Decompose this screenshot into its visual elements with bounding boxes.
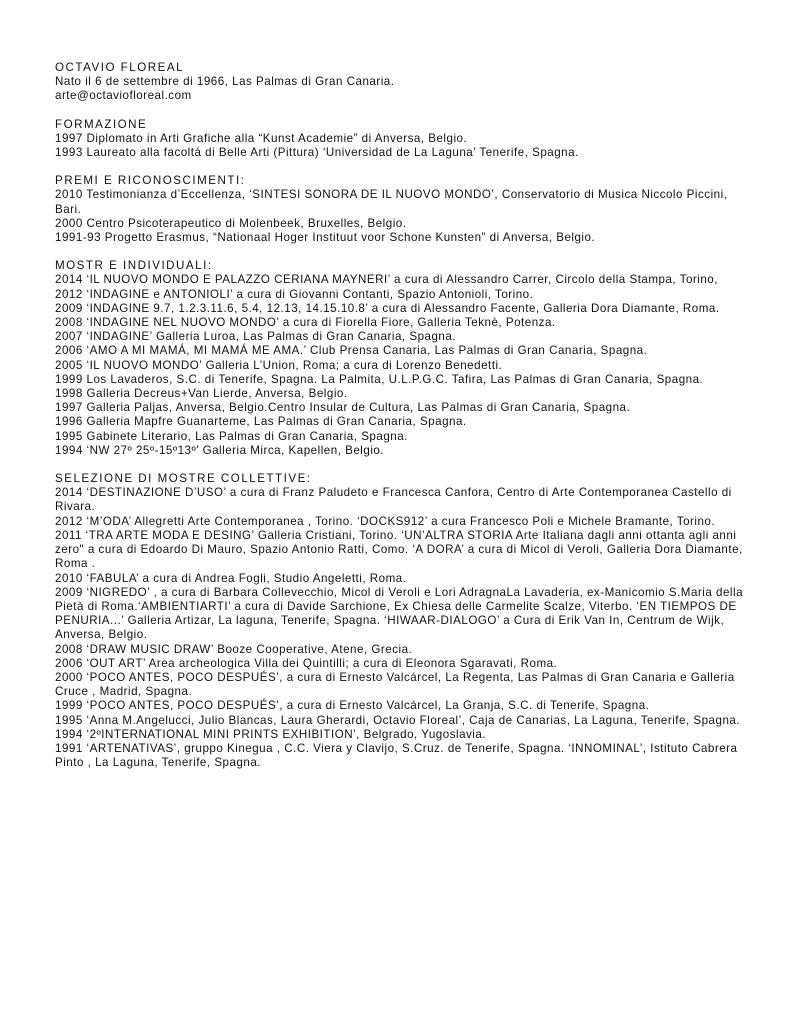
section-heading: MOSTR E INDIVIDUALI: — [55, 259, 213, 273]
cv-entry: 2000 ‘POCO ANTES, POCO DESPUÉS’, a cura di Ernesto Valcárcel, La Regenta, Las Palmas di Gran Canaria e Galleria Cruce , Madrid, Spagna. — [55, 670, 735, 699]
cv-entry: 2008 ‘DRAW MUSIC DRAW’ Booze Cooperative, Atene, Grecia. — [55, 642, 413, 656]
section-heading: PREMI E RICONOSCIMENTI: — [55, 174, 246, 188]
cv-entry: 1997 Galleria Paljas, Anversa, Belgio.Centro Insular de Cultura, Las Palmas di Gran Canaria, Spagna. — [55, 401, 631, 415]
email-address: arte@octaviofloreal.com — [55, 89, 192, 103]
cv-entry: 2007 ‘INDAGINE’ Galleria Luroa, Las Palmas di Gran Canaria, Spagna. — [55, 330, 457, 344]
mostre-collettive-section — [55, 472, 755, 770]
cv-entry: 1999 Los Lavaderos, S.C. di Tenerife, Spagna. La Palmita, U.L.P.G.C. Tafira, Las Palmas di Gran Canaria, Spagna. — [55, 372, 704, 386]
cv-entry: 2014 ‘IL NUOVO MONDO E PALAZZO CERIANA MAYNERI’ a cura di Alessandro Carrer, Circolo della Stampa, Torino, — [55, 273, 718, 287]
cv-entry: 1995 ‘Anna M.Angelucci, Julio Blancas, Laura Gherardi, Octavio Floreal’, Caja de Canarias, La Laguna, Tenerife, Spagna. — [55, 713, 741, 727]
section-heading: FORMAZIONE — [55, 117, 148, 131]
birth-info: Nato il 6 de settembre di 1966, Las Palmas di Gran Canaria. — [55, 75, 395, 89]
cv-entry: 2006 ‘AMO A MI MAMÁ, MI MAMÁ ME AMA.’ Club Prensa Canaria, Las Palmas di Gran Canaria, Spagna. — [55, 344, 648, 358]
cv-entry: 2012 ‘M’ODA’ Allegretti Arte Contemporanea , Torino. ‘DOCKS912’ a cura Francesco Poli e Michele Bramante, Torino. — [55, 514, 716, 528]
cv-entry: 1995 Gabinete Literario, Las Palmas di Gran Canaria, Spagna. — [55, 429, 408, 443]
cv-entry: 1998 Galleria Decreus+Van Lierde, Anversa, Belgio. — [55, 387, 348, 401]
cv-entry: 2009 ‘NIGREDO’ , a cura di Barbara Collevecchio, Micol di Veroli e Lori AdragnaLa Lavaderia, ex-Manicomio S.Maria della Pietà di Roma.‘AMBIENTIARTI’ a cura di Davide Sarchione, Ex Chiesa delle Carmelite Scalze, Viterbo. ‘EN TIEMPOS DE PENURIA...’ Galleria Artizar, La laguna, Tenerife, Spagna. ‘HIWAAR-DIALOGO’ a Cura di Erik Van In, Centrum de Wijk, Anversa, Belgio. — [55, 585, 744, 642]
premi-section — [55, 174, 755, 245]
header-section — [55, 61, 755, 104]
cv-entry: 2006 ‘OUT ART’ Area archeologica Villa dei Quintilli; a cura di Eleonora Sgaravati, Roma. — [55, 656, 558, 670]
cv-entry: 2012 ‘INDAGINE e ANTONIOLI’ a cura di Giovanni Contanti, Spazio Antonioli, Torino. — [55, 287, 534, 301]
cv-document — [55, 61, 755, 770]
cv-entry: 1996 Galleria Mapfre Guanarteme, Las Palmas di Gran Canaria, Spagna. — [55, 415, 467, 429]
cv-entry: 2008 ‘INDAGINE NEL NUOVO MONDO’ a cura di Fiorella Fiore, Galleria Teknè, Potenza. — [55, 316, 556, 330]
section-heading: SELEZIONE DI MOSTRE COLLETTIVE: — [55, 472, 312, 486]
cv-entry: 1997 Diplomato in Arti Grafiche alla “Kunst Academie” di Anversa, Belgio. — [55, 131, 468, 145]
cv-entry: 2010 ‘FABULA’ a cura di Andrea Fogli, Studio Angeletti, Roma. — [55, 571, 407, 585]
cv-entry: 1994 ‘NW 27º 25º-15º13º’ Galleria Mirca, Kapellen, Belgio. — [55, 443, 385, 457]
cv-entry: 2010 Testimonianza d’Eccellenza, ‘SINTESI SONORA DE IL NUOVO MONDO’, Conservatorio di Musica Niccolo Piccini, Bari. — [55, 188, 728, 216]
cv-entry: 2000 Centro Psicoterapeutico di Molenbeek, Bruxelles, Belgio. — [55, 216, 407, 230]
cv-entry: 1991-93 Progetto Erasmus, “Nationaal Hoger Instituut voor Schone Kunsten” di Anversa, Belgio. — [55, 231, 596, 245]
cv-entry: 2005 ‘IL NUOVO MONDO’ Galleria L’Union, Roma; a cura di Lorenzo Benedetti. — [55, 358, 503, 372]
cv-entry: 2014 ‘DESTINAZIONE D’USO’ a cura di Franz Paludeto e Francesca Canfora, Centro di Arte Contemporanea Castello di Rivara. — [55, 486, 732, 514]
cv-entry: 1994 ‘2ºINTERNATIONAL MINI PRINTS EXHIBITION’, Belgrado, Yugoslavia. — [55, 727, 487, 741]
artist-name: OCTAVIO FLOREAL — [55, 61, 185, 74]
cv-entry: 1993 Laureato alla facoltá di Belle Arti (Pittura) ‘Universidad de La Laguna’ Tenerife, Spagna. — [55, 146, 579, 160]
mostre-individuali-section — [55, 259, 755, 458]
cv-entry: 2011 ‘TRA ARTE MODA E DESING’ Galleria Cristiani, Torino. ‘UN’ALTRA STORIA Arte Italiana dagli anni ottanta agli anni zero" a cura di Edoardo Di Mauro, Spazio Antonio Ratti, Como. ‘A DORA’ a cura di Micol di Veroli, Galleria Dora Diamante, Roma . — [55, 528, 743, 571]
cv-entry: 2009 ‘INDAGINE 9.7, 1.2.3.11.6, 5.4, 12.13, 14.15.10.8’ a cura di Alessandro Facente, Galleria Dora Diamante, Roma. — [55, 301, 720, 315]
cv-entry: 1999 ‘POCO ANTES, POCO DESPUÉS’, a cura di Ernesto Valcárcel, La Granja, S.C. di Tenerife, Spagna. — [55, 699, 650, 713]
formazione-section — [55, 118, 755, 161]
cv-entry: 1991 ‘ARTENATIVAS’, gruppo Kinegua , C.C. Viera y Clavijo, S.Cruz. de Tenerife, Spagna. ‘INNOMINAL’, Istituto Cabrera Pinto , La Laguna, Tenerife, Spagna. — [55, 741, 738, 770]
